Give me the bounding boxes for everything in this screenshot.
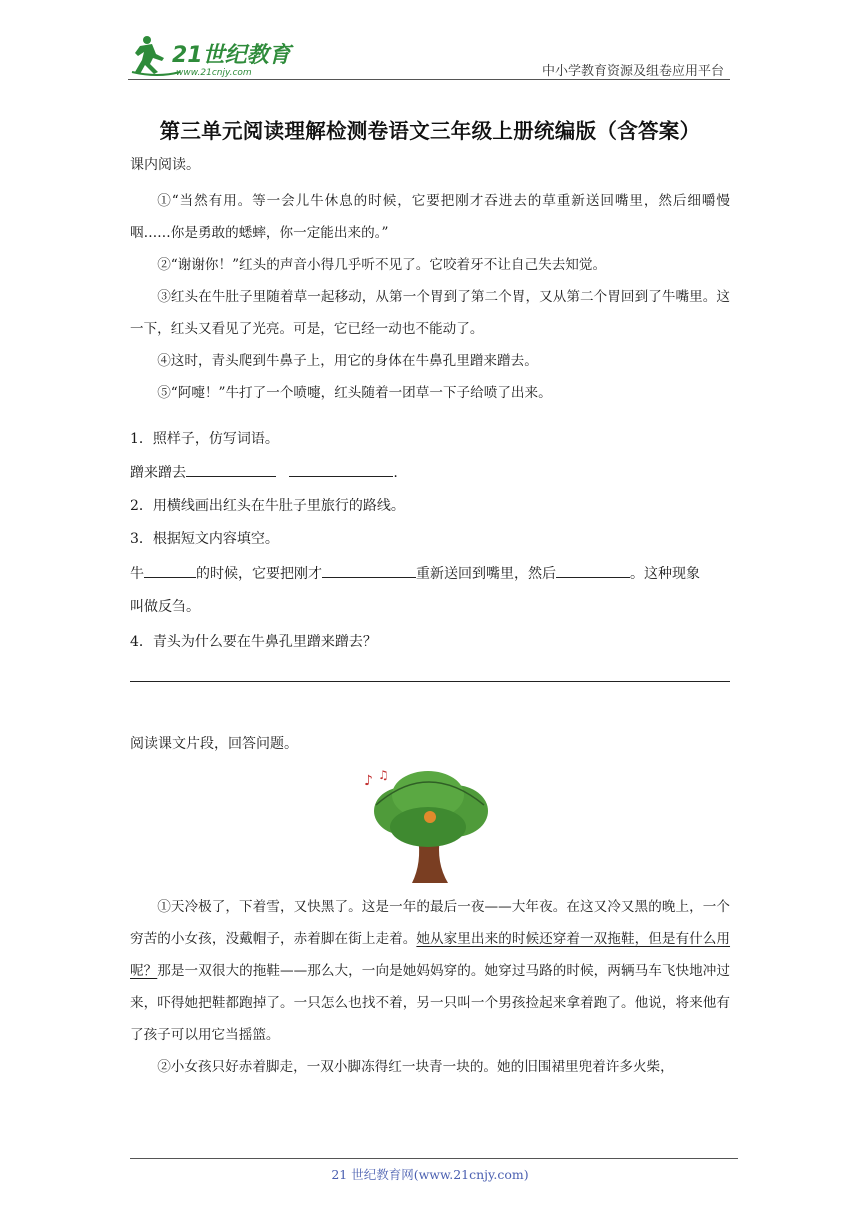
passage-paragraph bbox=[130, 891, 730, 1051]
passage-paragraph: ③红头在牛肚子里随着草一起移动，从第一个胃到了第二个胃，又从第二个胃回到了牛嘴里。这一下，红头又看见了光亮。可是，它已经一动也不能动了。 bbox=[130, 289, 730, 337]
passage-paragraph: ②“谢谢你！”红头的声音小得几乎听不见了。它咬着牙不让自己失去知觉。 bbox=[157, 257, 607, 273]
footer-divider bbox=[130, 1158, 738, 1159]
passage-2 bbox=[130, 891, 730, 1083]
header-divider bbox=[128, 79, 730, 80]
fill-text: 牛 bbox=[130, 566, 144, 582]
section2-heading: 阅读课文片段，回答问题。 bbox=[130, 736, 298, 752]
question-3-line-2: 叫做反刍。 bbox=[130, 599, 200, 615]
svg-text:www.21cnjy.com: www.21cnjy.com bbox=[176, 68, 252, 78]
platform-name: 中小学教育资源及组卷应用平台 bbox=[541, 64, 724, 79]
answer-line[interactable] bbox=[130, 681, 730, 682]
site-logo bbox=[128, 32, 298, 80]
period: . bbox=[393, 465, 398, 481]
question-1-answer-row bbox=[130, 462, 398, 483]
page-header bbox=[128, 32, 730, 80]
question-2: 2．用横线画出红头在牛肚子里旅行的路线。 bbox=[130, 498, 405, 514]
answer-blank[interactable] bbox=[289, 462, 393, 477]
underlined-sentence: 她从家里出来的时候还穿着一双拖鞋，但是有什么用呢？ bbox=[130, 931, 731, 979]
passage-1 bbox=[130, 185, 730, 409]
answer-blank[interactable] bbox=[322, 563, 416, 578]
svg-text:♪: ♪ bbox=[364, 773, 373, 789]
passage-text: ①天冷极了，下着雪，又快黑了。这是一年的最后一夜——大年夜。在这又冷又黑的晚上，一个穷苦的小女孩，没戴帽子，赤着脚在街上走着。 bbox=[130, 899, 730, 947]
answer-blank[interactable] bbox=[556, 563, 630, 578]
svg-text:21世纪教育: 21世纪教育 bbox=[172, 43, 291, 68]
fill-text: 重新送回到嘴里，然后 bbox=[416, 566, 556, 582]
svg-text:♫: ♫ bbox=[378, 768, 389, 782]
passage-paragraph: ⑤“阿嚏！”牛打了一个喷嚏，红头随着一团草一下子给喷了出来。 bbox=[157, 385, 552, 401]
answer-blank[interactable] bbox=[144, 563, 196, 578]
question-3-fill-row bbox=[130, 563, 700, 584]
section1-heading: 课内阅读。 bbox=[130, 157, 200, 173]
example-word: 蹭来蹭去 bbox=[130, 465, 186, 481]
page-footer[interactable]: 21 世纪教育网(www.21cnjy.com) bbox=[331, 1167, 529, 1182]
tree-illustration-icon bbox=[356, 765, 502, 887]
fill-text: 的时候，它要把刚才 bbox=[196, 566, 322, 582]
passage-paragraph: ②小女孩只好赤着脚走，一双小脚冻得红一块青一块的。她的旧围裙里兜着许多火柴， bbox=[157, 1059, 674, 1075]
fill-text: 。这种现象 bbox=[630, 566, 700, 582]
passage-paragraph: ①“当然有用。等一会儿牛休息的时候，它要把刚才吞进去的草重新送回嘴里，然后细嚼慢咽……你是勇敢的蟋蟀，你一定能出来的。” bbox=[130, 193, 730, 241]
question-1: 1．照样子，仿写词语。 bbox=[130, 431, 279, 447]
passage-text: 那是一双很大的拖鞋——那么大，一向是她妈妈穿的。她穿过马路的时候，两辆马车飞快地冲过来，吓得她把鞋都跑掉了。一只怎么也找不着，另一只叫一个男孩捡起来拿着跑了。他说，将来他有了孩子可以用它当摇篮。 bbox=[130, 963, 731, 1043]
page-title: 第三单元阅读理解检测卷语文三年级上册统编版（含答案） bbox=[159, 119, 701, 143]
question-4: 4．青头为什么要在牛鼻孔里蹭来蹭去？ bbox=[130, 634, 377, 650]
passage-paragraph: ④这时，青头爬到牛鼻子上，用它的身体在牛鼻孔里蹭来蹭去。 bbox=[157, 353, 538, 369]
question-3: 3．根据短文内容填空。 bbox=[130, 531, 279, 547]
answer-blank[interactable] bbox=[186, 462, 276, 477]
